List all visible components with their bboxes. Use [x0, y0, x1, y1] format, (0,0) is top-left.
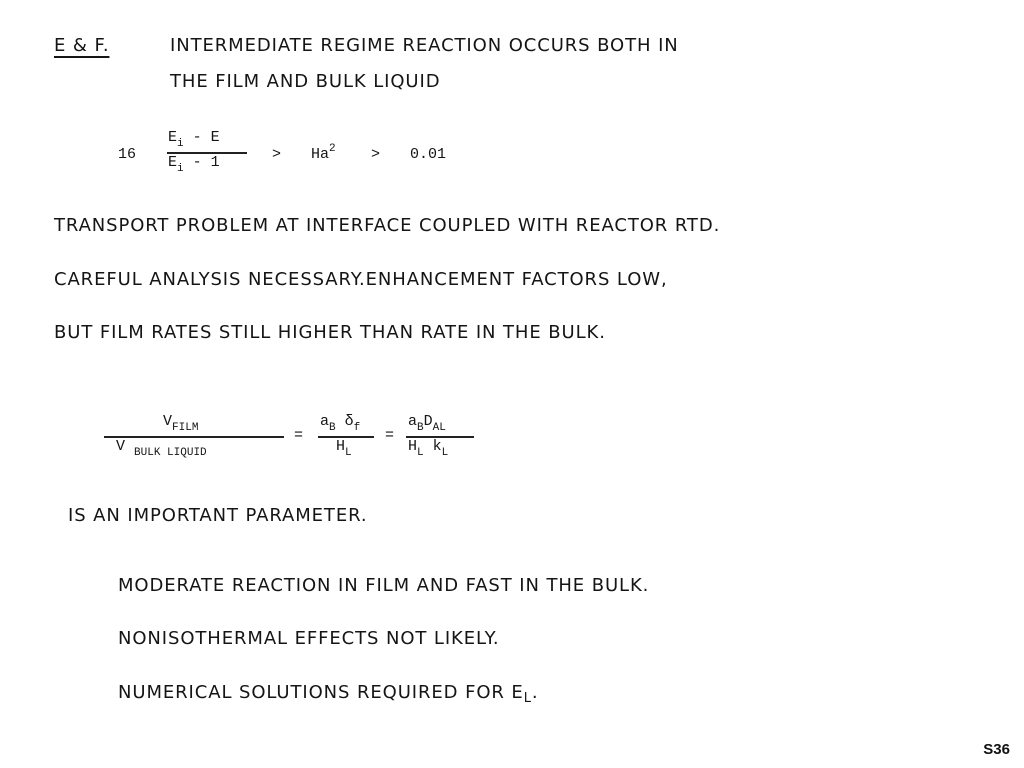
equals-1: = — [294, 427, 304, 444]
h-sub: L — [345, 447, 352, 459]
ha-exponent: 2 — [329, 143, 336, 155]
k-sub: L — [441, 447, 449, 459]
num-v-sub: FILM — [172, 422, 199, 434]
body-line-2: CAREFUL ANALYSIS NECESSARY.ENHANCEMENT FACTORS LOW, — [54, 269, 668, 290]
h2-sub: L — [417, 447, 424, 459]
fraction-numerator — [168, 129, 220, 150]
den-v: V — [116, 438, 126, 455]
point-3-sub: L — [523, 691, 532, 706]
num-e: E — [168, 129, 178, 146]
den-v-sub: BULK LIQUID — [134, 447, 207, 459]
den-e: E — [168, 154, 178, 171]
a-sub: B — [329, 422, 336, 434]
point-3-end: . — [531, 682, 539, 703]
ratio-numerator — [163, 413, 199, 434]
a: a — [320, 413, 330, 430]
point-2: NONISOTHERMAL EFFECTS NOT LIKELY. — [118, 628, 500, 649]
point-3-text: NUMERICAL SOLUTIONS REQUIRED FOR E — [118, 682, 524, 703]
ha: Ha — [311, 146, 330, 163]
heading-line-1: INTERMEDIATE REGIME REACTION OCCURS BOTH IN — [170, 35, 679, 56]
ratio3-numerator — [408, 413, 446, 434]
coefficient: 16 — [118, 146, 137, 163]
body-line-1: TRANSPORT PROBLEM AT INTERFACE COUPLED WITH REACTOR RTD. — [54, 215, 721, 236]
a2: a — [408, 413, 418, 430]
d: D — [423, 413, 433, 430]
section-label: E & F. — [54, 35, 110, 56]
num-v: V — [163, 413, 173, 430]
den-i: i — [177, 163, 184, 175]
greater-than-1: > — [272, 146, 282, 163]
parameter-note: IS AN IMPORTANT PARAMETER. — [68, 505, 368, 526]
a2-sub: B — [417, 422, 424, 434]
slide-number: S36 — [983, 741, 1010, 758]
num-rest: - E — [192, 129, 220, 146]
ratio2-numerator — [320, 413, 361, 434]
greater-than-2: > — [371, 146, 381, 163]
h2: H — [408, 438, 418, 455]
ratio3-denominator — [408, 438, 449, 459]
fraction-denominator — [168, 154, 220, 175]
threshold-value: 0.01 — [410, 146, 447, 163]
body-line-3: BUT FILM RATES STILL HIGHER THAN RATE IN THE BULK. — [54, 322, 606, 343]
equals-2: = — [385, 427, 395, 444]
delta: δ — [344, 413, 354, 430]
delta-sub: f — [353, 422, 361, 434]
ratio-denominator — [116, 438, 207, 459]
point-1: MODERATE REACTION IN FILM AND FAST IN THE BULK. — [118, 575, 650, 596]
den-rest: - 1 — [192, 154, 220, 171]
d-sub: AL — [432, 422, 446, 434]
k: k — [432, 438, 442, 455]
point-3 — [118, 682, 539, 706]
ratio2-denominator — [336, 438, 352, 459]
num-i: i — [177, 138, 184, 150]
hatta-number — [311, 143, 336, 163]
heading-line-2: THE FILM AND BULK LIQUID — [170, 71, 441, 92]
h: H — [336, 438, 346, 455]
